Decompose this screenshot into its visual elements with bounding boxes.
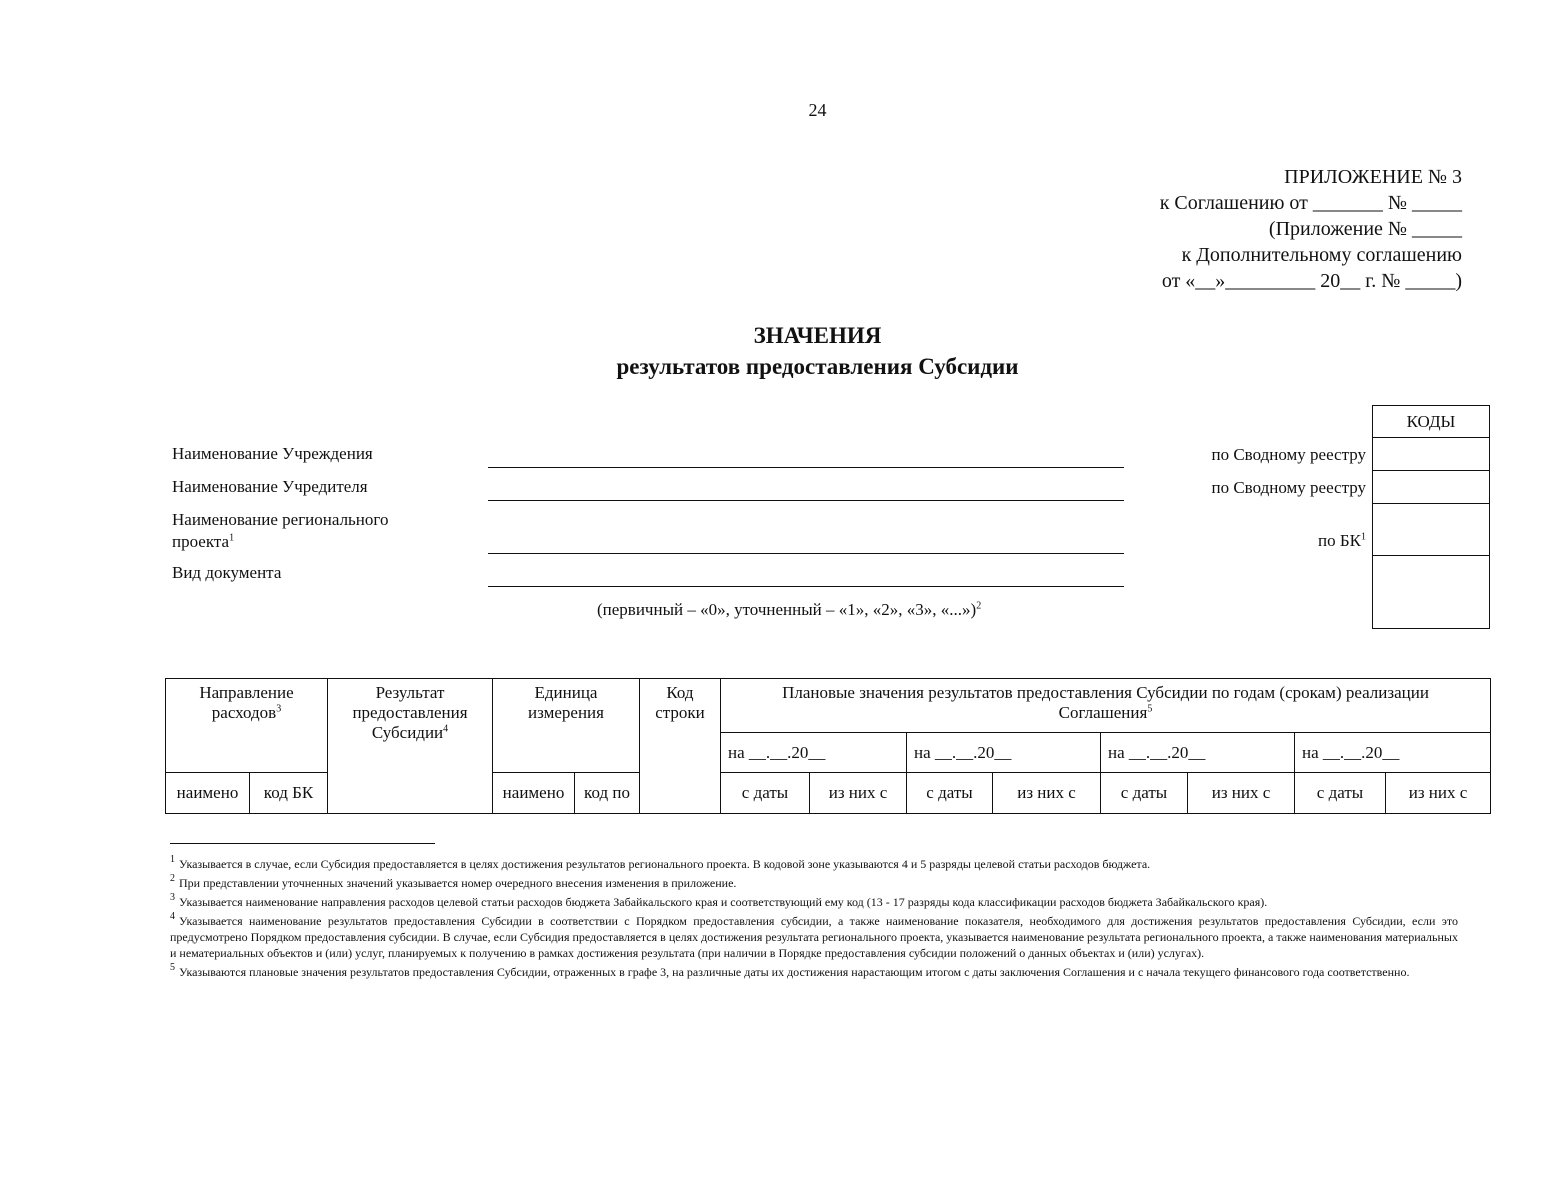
doc-type-label: Вид документа [172, 563, 282, 582]
doc-type-footnote-ref: 2 [976, 600, 982, 612]
sub-of-which-2: из них с [993, 773, 1101, 814]
footnote-4 [170, 913, 1458, 961]
institution-label: Наименование Учреждения [172, 444, 373, 463]
date-cell-2: на __.__.20__ [907, 733, 1101, 773]
founder-field[interactable] [488, 500, 1124, 501]
header-unit-l2: измерения [528, 703, 604, 722]
header-plan-ref: 5 [1147, 703, 1153, 715]
date-cell-1: на __.__.20__ [721, 733, 907, 773]
footnote-2-text: При представлении уточненных значений указывается номер очередного внесения изменения в приложение. [179, 876, 737, 890]
header-line-code [640, 679, 721, 814]
sub-of-which-4: из них с [1386, 773, 1491, 814]
registry-label-1: по Сводному реестру [1211, 445, 1366, 464]
results-table [165, 678, 1491, 814]
codes-box [1372, 405, 1490, 629]
project-label-line1: Наименование регионального [172, 510, 389, 529]
project-field[interactable] [488, 553, 1124, 554]
header-result-l3 [331, 723, 489, 743]
page-number: 24 [808, 100, 827, 120]
appendix-line-1: ПРИЛОЖЕНИЕ № 3 [1284, 166, 1462, 188]
founder-label: Наименование Учредителя [172, 477, 368, 496]
footnote-1-number: 1 [170, 854, 175, 865]
header-result-ref: 4 [443, 723, 449, 735]
header-line-code-l1: Код [666, 683, 694, 702]
code-cell-doc-type[interactable] [1372, 556, 1490, 629]
footnote-1-text: Указывается в случае, если Субсидия предоставляется в целях достижения результатов регионального проекта. В кодовой зоне указываются 4 и 5 разряды целевой статьи расходов бюджета. [179, 857, 1151, 871]
sub-direction-name: наимено [166, 773, 250, 814]
sub-from-date-1: с даты [721, 773, 810, 814]
footnote-3 [170, 894, 1458, 910]
date-cell-4: на __.__.20__ [1295, 733, 1491, 773]
footnote-2 [170, 875, 1458, 891]
sub-from-date-2: с даты [907, 773, 993, 814]
date-cell-3: на __.__.20__ [1101, 733, 1295, 773]
footnote-5-text: Указываются плановые значения результатов предоставления Субсидии, отраженных в графе 3, на различные даты их достижения нарастающим итогом с даты заключения Соглашения и с начала текущего финансового года соответственно. [179, 965, 1410, 979]
appendix-header [1160, 164, 1462, 294]
footnote-4-text: Указывается наименование результатов предоставления Субсидии в соответствии с Порядком предоставления субсидии, а также наименование показателя, необходимого для достижения результатов предоставления Субсидии, если это предусмотрено Порядком предоставления субсидии. В случае, если Субсидия предоставляется в целях достижения результата регионального проекта, указывается наименование результата регионального проекта, а также наименования материальных и нематериальных объектов и (или) услуг, планируемых к получению в рамках достижения результата (при наличии в Порядке предоставления субсидии положений о данных объектах и (или) услугах). [170, 914, 1458, 960]
footnote-1 [170, 856, 1458, 872]
code-cell-registry-2[interactable] [1372, 471, 1490, 504]
sub-of-which-1: из них с [810, 773, 907, 814]
footnote-4-number: 4 [170, 911, 175, 922]
title-main: ЗНАЧЕНИЯ [753, 323, 882, 348]
header-unit [493, 679, 640, 773]
code-cell-bk[interactable] [1372, 504, 1490, 556]
project-label [172, 509, 388, 553]
sub-unit-name: наимено [493, 773, 575, 814]
sub-direction-bk: код БК [250, 773, 328, 814]
header-plan [721, 679, 1491, 733]
footnote-3-text: Указывается наименование направления расходов целевой статьи расходов бюджета Забайкальского края и соответствующий ему код (13 - 17 разряды кода классификации расходов бюджета Забайкальского края). [179, 895, 1268, 909]
header-direction-ref: 3 [276, 703, 282, 715]
project-footnote-ref: 1 [229, 532, 235, 544]
sub-of-which-3: из них с [1188, 773, 1295, 814]
sub-unit-code: код по [575, 773, 640, 814]
header-unit-l1: Единица [534, 683, 598, 702]
footnote-5-number: 5 [170, 962, 175, 973]
project-label-text: проекта [172, 532, 230, 551]
doc-type-field[interactable] [488, 586, 1124, 587]
title-sub: результатов предоставления Субсидии [616, 354, 1019, 379]
header-plan-l2-text: Соглашения [1058, 703, 1148, 722]
sub-from-date-4: с даты [1295, 773, 1386, 814]
header-plan-l2 [724, 703, 1487, 723]
document-title [0, 320, 1551, 382]
codes-header: КОДЫ [1372, 405, 1490, 438]
appendix-line-2: к Соглашению от _______ № _____ [1159, 192, 1462, 214]
footnote-2-number: 2 [170, 873, 175, 884]
registry-label-2: по Сводному реестру [1211, 478, 1366, 497]
code-cell-registry-1[interactable] [1372, 438, 1490, 471]
appendix-line-4: к Дополнительному соглашению [1181, 244, 1462, 266]
header-result [328, 679, 493, 814]
project-label-line2 [172, 531, 388, 553]
doc-type-note [597, 600, 981, 620]
appendix-line-5: от «__»_________ 20__ г. № _____) [1161, 270, 1462, 292]
footnote-5 [170, 964, 1458, 980]
appendix-line-3: (Приложение № _____ [1268, 218, 1462, 240]
sub-from-date-3: с даты [1101, 773, 1188, 814]
footnote-rule [170, 843, 435, 844]
bk-footnote-ref: 1 [1361, 531, 1366, 543]
header-line-code-l2: строки [655, 703, 705, 722]
header-result-l2: предоставления [352, 703, 468, 722]
header-result-l1: Результат [375, 683, 445, 702]
header-plan-l1: Плановые значения результатов предоставления Субсидии по годам (срокам) реализации [782, 683, 1429, 702]
footnotes [170, 856, 1458, 983]
institution-field[interactable] [488, 467, 1124, 468]
doc-type-note-text: (первичный – «0», уточненный – «1», «2», «3», «...») [597, 600, 977, 619]
bk-label-text: по БК [1318, 531, 1361, 550]
header-result-l3-text: Субсидии [371, 723, 444, 742]
header-direction-text: Направление расходов [199, 683, 294, 722]
footnote-3-number: 3 [170, 892, 175, 903]
bk-label [1318, 530, 1366, 552]
header-direction [166, 679, 328, 773]
